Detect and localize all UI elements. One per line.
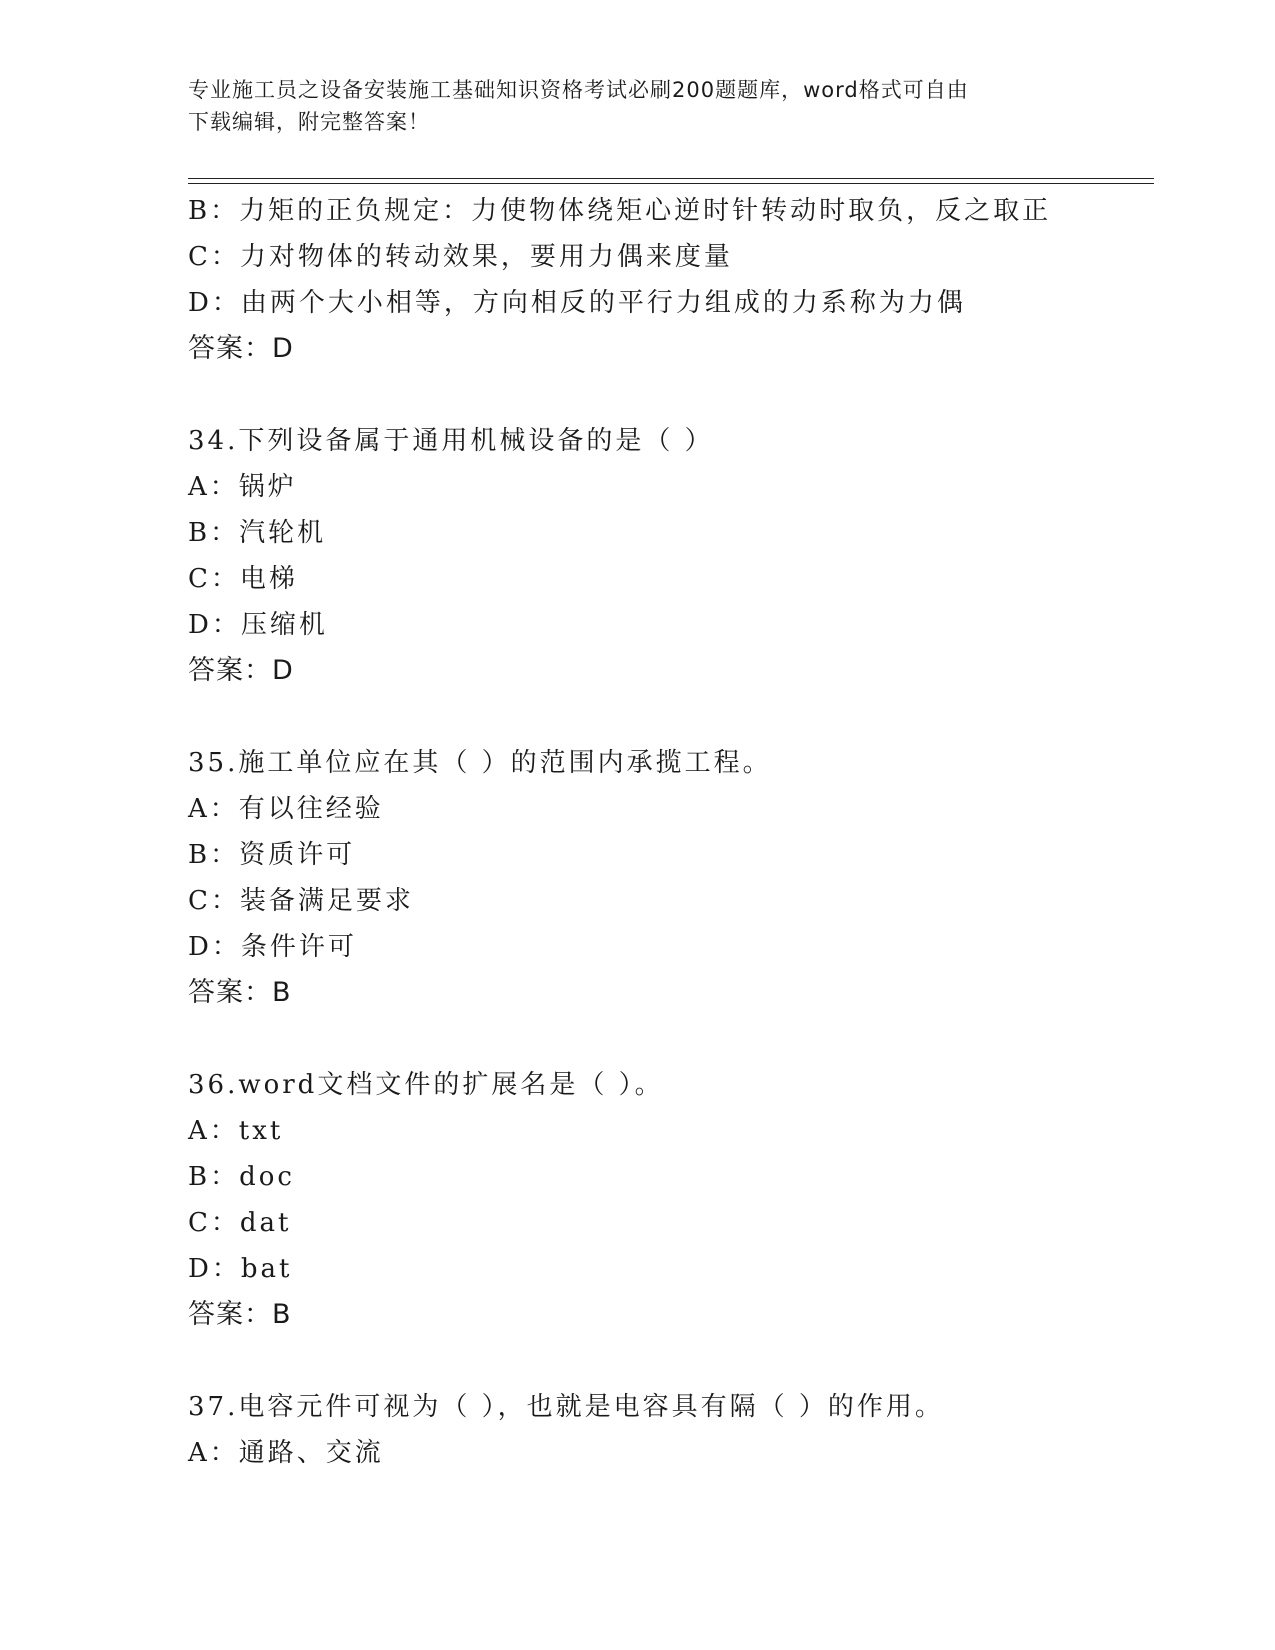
answer: 答案：B	[188, 1299, 292, 1330]
answer: 答案：D	[188, 655, 294, 686]
question-list	[188, 188, 1154, 1476]
option-a: A：txt	[188, 1116, 284, 1146]
question-36	[188, 1062, 1154, 1338]
option-c: C：dat	[188, 1208, 292, 1238]
option-d: D：bat	[188, 1254, 293, 1284]
document-header	[188, 74, 1068, 138]
question-35	[188, 740, 1154, 1016]
question-34	[188, 418, 1154, 694]
spacer	[188, 1016, 1154, 1062]
answer: 答案：B	[188, 977, 292, 1008]
option-b: B：汽轮机	[188, 518, 327, 548]
option-d: D：条件许可	[188, 932, 357, 962]
option-b: B：doc	[188, 1162, 295, 1192]
header-divider-bottom	[188, 183, 1154, 184]
question-text: 37.电容元件可视为（ ），也就是电容具有隔（ ）的作用。	[188, 1392, 944, 1422]
header-divider-top	[188, 178, 1154, 179]
question-33-continued	[188, 188, 1154, 372]
question-37	[188, 1384, 1154, 1476]
option-c: C：装备满足要求	[188, 886, 414, 916]
option-a: A：锅炉	[188, 472, 297, 502]
answer: 答案：D	[188, 333, 294, 364]
option-a: A：通路、交流	[188, 1438, 384, 1468]
header-line-1: 专业施工员之设备安装施工基础知识资格考试必刷200题题库，word格式可自由	[188, 78, 969, 102]
question-text: 36.word文档文件的扩展名是（ ）。	[188, 1070, 664, 1100]
option-c: C：力对物体的转动效果，要用力偶来度量	[188, 242, 733, 272]
option-d: D：由两个大小相等，方向相反的平行力组成的力系称为力偶	[188, 288, 966, 318]
spacer	[188, 1338, 1154, 1384]
option-b: B：力矩的正负规定：力使物体绕矩心逆时针转动时取负，反之取正	[188, 196, 1052, 226]
option-c: C：电梯	[188, 564, 298, 594]
option-d: D：压缩机	[188, 610, 328, 640]
option-a: A：有以往经验	[188, 794, 384, 824]
spacer	[188, 694, 1154, 740]
option-b: B：资质许可	[188, 840, 356, 870]
spacer	[188, 372, 1154, 418]
question-text: 34.下列设备属于通用机械设备的是（ ）	[188, 426, 714, 456]
question-text: 35.施工单位应在其（ ）的范围内承揽工程。	[188, 748, 772, 778]
header-line-2: 下载编辑，附完整答案！	[188, 110, 430, 134]
